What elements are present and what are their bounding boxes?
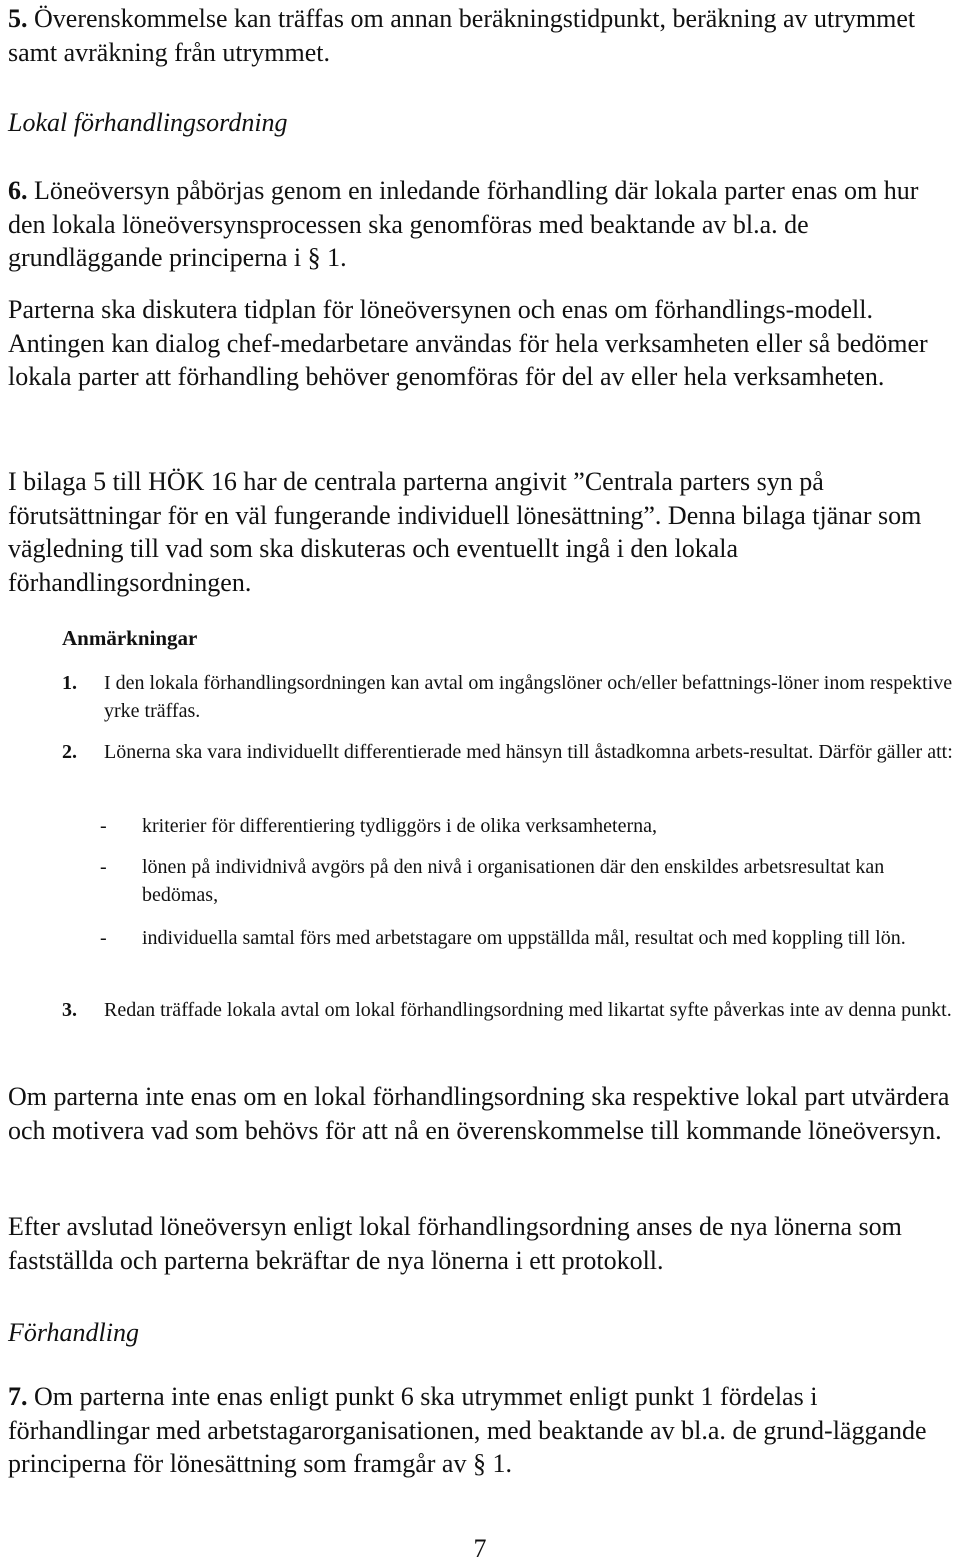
paragraph-6 xyxy=(8,174,954,275)
paragraph-number: 5. xyxy=(8,4,28,33)
bullet-item-3 xyxy=(100,924,954,952)
paragraph-parterna: Parterna ska diskutera tidplan för löneöversynen och enas om förhandlings-modell. Antingen kan dialog chef-medarbetare användas för hela verksamheten eller så bedömer lokala parter att förhandling behöver genomföras för del av eller hela verksamheten. xyxy=(8,295,928,391)
note-3 xyxy=(62,996,954,1024)
bullet-dash: - xyxy=(100,856,107,878)
section-heading-lokal: Lokal förhandlingsordning xyxy=(8,108,288,137)
note-text: I den lokala förhandlingsordningen kan avtal om ingångslöner och/eller befattnings-löner inom respektive yrke träffas. xyxy=(104,672,953,722)
paragraph-text: Om parterna inte enas enligt punkt 6 ska utrymmet enligt punkt 1 fördelas i förhandlingar med arbetstagarorganisationen, med beaktande av bl.a. de grund-läggande principerna för lönesättning som framgår av § 1. xyxy=(8,1382,927,1478)
paragraph-text: Överenskommelse kan träffas om annan beräkningstidpunkt, beräkning av utrymmet samt avräkning från utrymmet. xyxy=(8,4,916,67)
note-1 xyxy=(62,669,954,725)
bullet-dash: - xyxy=(100,927,107,949)
bullet-item-1 xyxy=(100,812,954,840)
bullet-text: individuella samtal förs med arbetstagare om uppställda mål, resultat och med koppling till lön. xyxy=(142,927,906,949)
page-number: 7 xyxy=(473,1534,487,1563)
paragraph-bilaga: I bilaga 5 till HÖK 16 har de centrala parterna angivit ”Centrala parters syn på förutsättningar för en väl fungerande individuell lönesättning”. Denna bilaga tjänar som vägledning till vad som ska diskuteras och eventuellt ingå i den lokala förhandlingsordningen. xyxy=(8,467,922,597)
paragraph-7 xyxy=(8,1380,954,1481)
paragraph-5 xyxy=(8,2,954,69)
notes-heading: Anmärkningar xyxy=(62,626,198,650)
paragraph-text: Löneöversyn påbörjas genom en inledande förhandling där lokala parter enas om hur den lokala löneöversynsprocessen ska genomföras med beaktande av bl.a. de grundläggande principerna i § 1. xyxy=(8,176,919,272)
paragraph-number: 7. xyxy=(8,1382,28,1411)
bullet-text: lönen på individnivå avgörs på den nivå i organisationen där den enskildes arbetsresultat kan bedömas, xyxy=(142,856,885,906)
paragraph-number: 6. xyxy=(8,176,28,205)
note-number: 3. xyxy=(62,999,77,1021)
note-2 xyxy=(62,738,954,766)
bullet-item-2 xyxy=(100,853,954,909)
paragraph-efter: Efter avslutad löneöversyn enligt lokal förhandlingsordning anses de nya lönerna som fastställda och parterna bekräftar de nya lönerna i ett protokoll. xyxy=(8,1212,902,1275)
note-number: 2. xyxy=(62,741,77,763)
section-heading-forhandling: Förhandling xyxy=(8,1318,139,1347)
bullet-text: kriterier för differentiering tydliggörs i de olika verksamheterna, xyxy=(142,815,657,837)
note-text: Lönerna ska vara individuellt differentierade med hänsyn till åstadkomna arbets-resultat. Därför gäller att: xyxy=(104,741,953,763)
note-number: 1. xyxy=(62,672,77,694)
note-text: Redan träffade lokala avtal om lokal förhandlingsordning med likartat syfte påverkas inte av denna punkt. xyxy=(104,999,952,1021)
bullet-dash: - xyxy=(100,815,107,837)
paragraph-om-parterna: Om parterna inte enas om en lokal förhandlingsordning ska respektive lokal part utvärdera och motivera vad som behövs för att nå en överenskommelse till kommande löneöversyn. xyxy=(8,1082,950,1145)
